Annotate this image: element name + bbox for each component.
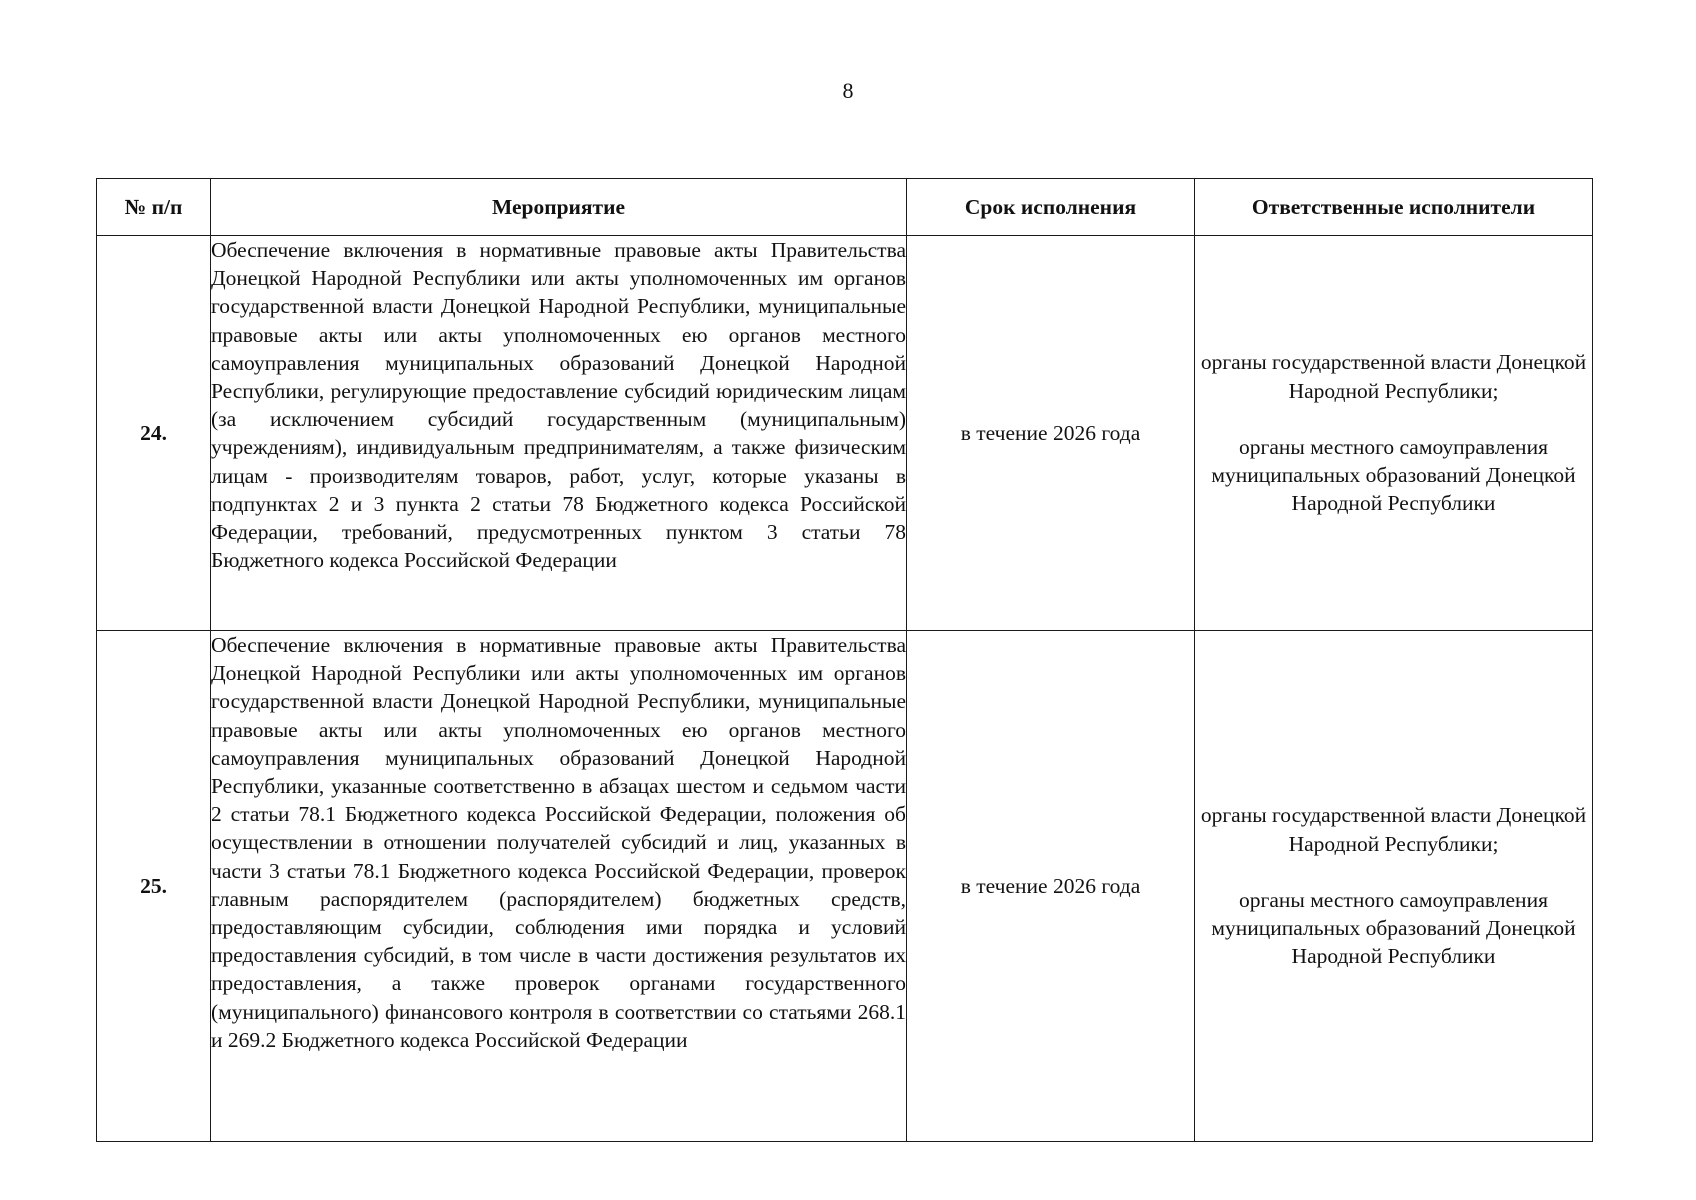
row-responsible xyxy=(1195,631,1593,1142)
responsible-local-bodies: органы местного самоуправления муниципальных образований Донецкой Народной Республики xyxy=(1211,887,1576,969)
header-event: Мероприятие xyxy=(211,179,907,236)
header-num xyxy=(97,179,211,236)
header-num-label: № п/п xyxy=(124,195,183,219)
row-event-text: Обеспечение включения в нормативные правовые акты Правительства Донецкой Народной Республики или акты уполномоченных им органов государственной власти Донецкой Народной Республики, муниципальные правовые акты или акты уполномоченных ею органов местного самоуправления муниципальных образований Донецкой Народной Республики, указанные соответственно в абзацах шестом и седьмом части 2 статьи 78.1 Бюджетного кодекса Российской Федерации, положения об осуществлении в отношении получателей субсидий и лиц, указанных в части 3 статьи 78.1 Бюджетного кодекса Российской Федерации, проверок главным распорядителем (распорядителем) бюджетных средств, предоставляющим субсидии, соблюдения ими порядка и условий предоставления субсидий, в том числе в части достижения результатов их предоставления, а также проверок органами государственного (муниципального) финансового контроля в соответствии со статьями 268.1 и 269.2 Бюджетного кодекса Российской Федерации xyxy=(211,631,907,1142)
responsible-spacer xyxy=(1195,405,1592,433)
table-row xyxy=(97,236,1593,631)
responsible-state-bodies: органы государственной власти Донецкой Народной Республики; xyxy=(1200,350,1587,403)
table-row xyxy=(97,631,1593,1142)
row-term: в течение 2026 года xyxy=(907,236,1195,631)
row-event-text: Обеспечение включения в нормативные правовые акты Правительства Донецкой Народной Республики или акты уполномоченных им органов государственной власти Донецкой Народной Республики, муниципальные правовые акты или акты уполномоченных ею органов местного самоуправления муниципальных образований Донецкой Народной Республики, регулирующие предоставление субсидий юридическим лицам (за исключением субсидий государственным (муниципальным) учреждениям), индивидуальным предпринимателям, а также физическим лицам - производителям товаров, работ, услуг, которые указаны в подпунктах 2 и 3 пункта 2 статьи 78 Бюджетного кодекса Российской Федерации, требований, предусмотренных пунктом 3 статьи 78 Бюджетного кодекса Российской Федерации xyxy=(211,236,907,631)
page-number: 8 xyxy=(842,78,854,103)
table-header-row xyxy=(97,179,1593,236)
row-number: 24. xyxy=(97,236,211,631)
header-term: Срок исполнения xyxy=(907,179,1195,236)
row-number: 25. xyxy=(97,631,211,1142)
responsible-spacer xyxy=(1195,858,1592,886)
responsible-local-bodies: органы местного самоуправления муниципальных образований Донецкой Народной Республики xyxy=(1211,434,1576,516)
row-responsible xyxy=(1195,236,1593,631)
row-term: в течение 2026 года xyxy=(907,631,1195,1142)
responsible-state-bodies: органы государственной власти Донецкой Народной Республики; xyxy=(1200,803,1587,856)
header-responsible: Ответственные исполнители xyxy=(1195,179,1593,236)
measures-table xyxy=(96,178,1593,1142)
